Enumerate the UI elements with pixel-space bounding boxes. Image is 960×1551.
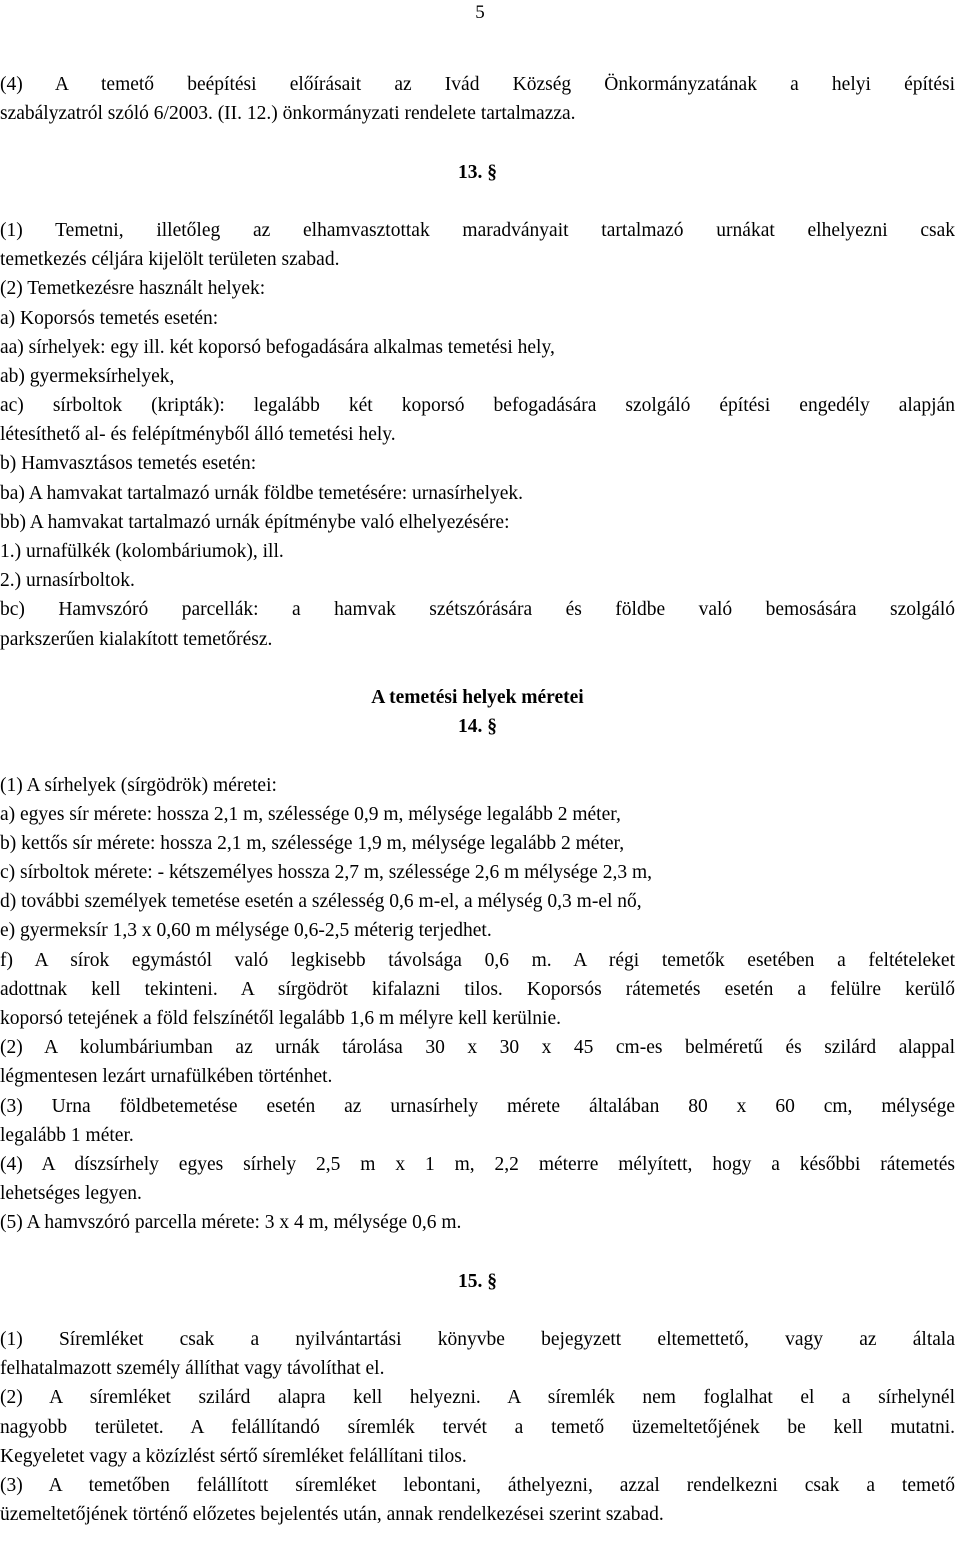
text-line: (4) A díszsírhely egyes sírhely 2,5 m x 1 m, 2,2 méterre mélyített, hogy a későbbi rátemetés: [0, 1153, 955, 1175]
page-number: 5: [475, 2, 485, 23]
text-line: létesíthető al- és felépítményből álló temetési hely.: [0, 424, 396, 446]
text-line: (1) Síremléket csak a nyilvántartási könyvbe bejegyzett eltemettető, vagy az általa: [0, 1329, 955, 1351]
text-line: koporsó tetejének a föld felszínétől legalább 1,6 m mélyre kell kerülnie.: [0, 1008, 561, 1029]
section-15-paragraph-3: [0, 1471, 955, 1529]
text-line: nagyobb területet. A felállítandó síremlék tervét a temető üzemeltetőjének be kell mutatni.: [0, 1416, 955, 1438]
section-15-heading: 15. §: [458, 1270, 497, 1292]
text-line: (2) A síremléket szilárd alapra kell helyezni. A síremlék nem foglalhat el a sírhelynél: [0, 1387, 955, 1409]
text-line: felhatalmazott személy állíthat vagy távolíthat el.: [0, 1358, 385, 1380]
text-line: (3) A temetőben felállított síremléket lebontani, áthelyezni, azzal rendelkezni csak a temető: [0, 1475, 955, 1496]
list-item-ac: [0, 391, 955, 449]
text-line: légmentesen lezárt urnafülkében történhet.: [0, 1066, 333, 1088]
section-15-paragraph-1: [0, 1325, 955, 1383]
text-line: lehetséges legyen.: [0, 1183, 142, 1205]
list-item-a: a) egyes sír mérete: hossza 2,1 m, szélessége 0,9 m, mélysége legalább 2 méter,: [0, 803, 621, 825]
section-15-paragraph-2: [0, 1383, 955, 1471]
text-line: legalább 1 méter.: [0, 1124, 134, 1146]
text-line: ac) sírboltok (kripták): legalább két koporsó befogadására szolgáló építési engedély alapján: [0, 395, 955, 417]
list-item-c: c) sírboltok mérete: - kétszemélyes hossza 2,7 m, szélessége 2,6 m mélysége 2,3 m,: [0, 862, 652, 884]
section-13-heading: 13. §: [458, 161, 497, 183]
section-14-paragraph-3: [0, 1092, 955, 1150]
text-line: szabályzatról szóló 6/2003. (II. 12.) önkormányzati rendelete tartalmazza.: [0, 103, 576, 125]
section-12-paragraph-4: [0, 70, 955, 128]
text-line: bc) Hamvszóró parcellák: a hamvak szétszórására és földbe való bemosására szolgáló: [0, 599, 955, 621]
list-item-bc: [0, 595, 955, 653]
list-item-f: [0, 946, 955, 1034]
list-item-ab: ab) gyermeksírhelyek,: [0, 365, 175, 387]
section-14-paragraph-4: [0, 1150, 955, 1208]
text-line: (3) Urna földbetemetése esetén az urnasírhely mérete általában 80 x 60 cm, mélysége: [0, 1095, 955, 1117]
text-line: Kegyeletet vagy a közízlést sértő síremléket felállítani tilos.: [0, 1445, 467, 1467]
list-item-bb: bb) A hamvakat tartalmazó urnák építménybe való elhelyezésére:: [0, 511, 510, 533]
section-13-paragraph-1: [0, 216, 955, 274]
list-item-ba: ba) A hamvakat tartalmazó urnák földbe temetésére: urnasírhelyek.: [0, 482, 524, 504]
section-14-heading: 14. §: [458, 716, 497, 738]
text-line: (2) A kolumbáriumban az urnák tárolása 30 x 30 x 45 cm-es belméretű és szilárd alappal: [0, 1037, 955, 1059]
list-item-a: a) Koporsós temetés esetén:: [0, 307, 219, 329]
section-13-paragraph-2-title: (2) Temetkezésre használt helyek:: [0, 278, 266, 300]
text-line: (1) Temetni, illetőleg az elhamvasztottak maradványait tartalmazó urnákat elhelyezni csak: [0, 219, 955, 241]
list-item-e: e) gyermeksír 1,3 x 0,60 m mélysége 0,6-2,5 méterig terjedhet.: [0, 920, 492, 942]
section-14-paragraph-5: (5) A hamvszóró parcella mérete: 3 x 4 m, mélysége 0,6 m.: [0, 1212, 462, 1234]
section-14-title: A temetési helyek méretei: [371, 686, 584, 708]
list-item-b: b) kettős sír mérete: hossza 2,1 m, szélessége 1,9 m, mélysége legalább 2 méter,: [0, 832, 625, 854]
section-14-paragraph-2: [0, 1033, 955, 1091]
text-line: adottnak kell tekinteni. A sírgödröt kifalazni tilos. Koporsós rátemetés esetén a felülre kerülő: [0, 978, 955, 1000]
section-14-paragraph-1-title: (1) A sírhelyek (sírgödrök) méretei:: [0, 774, 277, 796]
text-line: üzemeltetőjének történő előzetes bejelentés után, annak rendelkezései szerint szabad.: [0, 1504, 664, 1526]
text-line: f) A sírok egymástól való legkisebb távolsága 0,6 m. A régi temetők esetében a feltételeket: [0, 949, 955, 971]
document-body: [0, 70, 955, 1529]
list-item-aa: aa) sírhelyek: egy ill. két koporsó befogadására alkalmas temetési hely,: [0, 336, 555, 358]
list-item-d: d) további személyek temetése esetén a szélesség 0,6 m-el, a mélység 0,3 m-el nő,: [0, 891, 642, 913]
text-line: parkszerűen kialakított temetőrész.: [0, 628, 273, 650]
text-line: (4) A temető beépítési előírásait az Ivád Község Önkormányzatának a helyi építési: [0, 74, 955, 95]
list-item-bb-2: 2.) urnasírboltok.: [0, 570, 135, 592]
list-item-b: b) Hamvasztásos temetés esetén:: [0, 453, 257, 475]
list-item-bb-1: 1.) urnafülkék (kolombáriumok), ill.: [0, 541, 284, 562]
text-line: temetkezés céljára kijelölt területen szabad.: [0, 249, 340, 271]
